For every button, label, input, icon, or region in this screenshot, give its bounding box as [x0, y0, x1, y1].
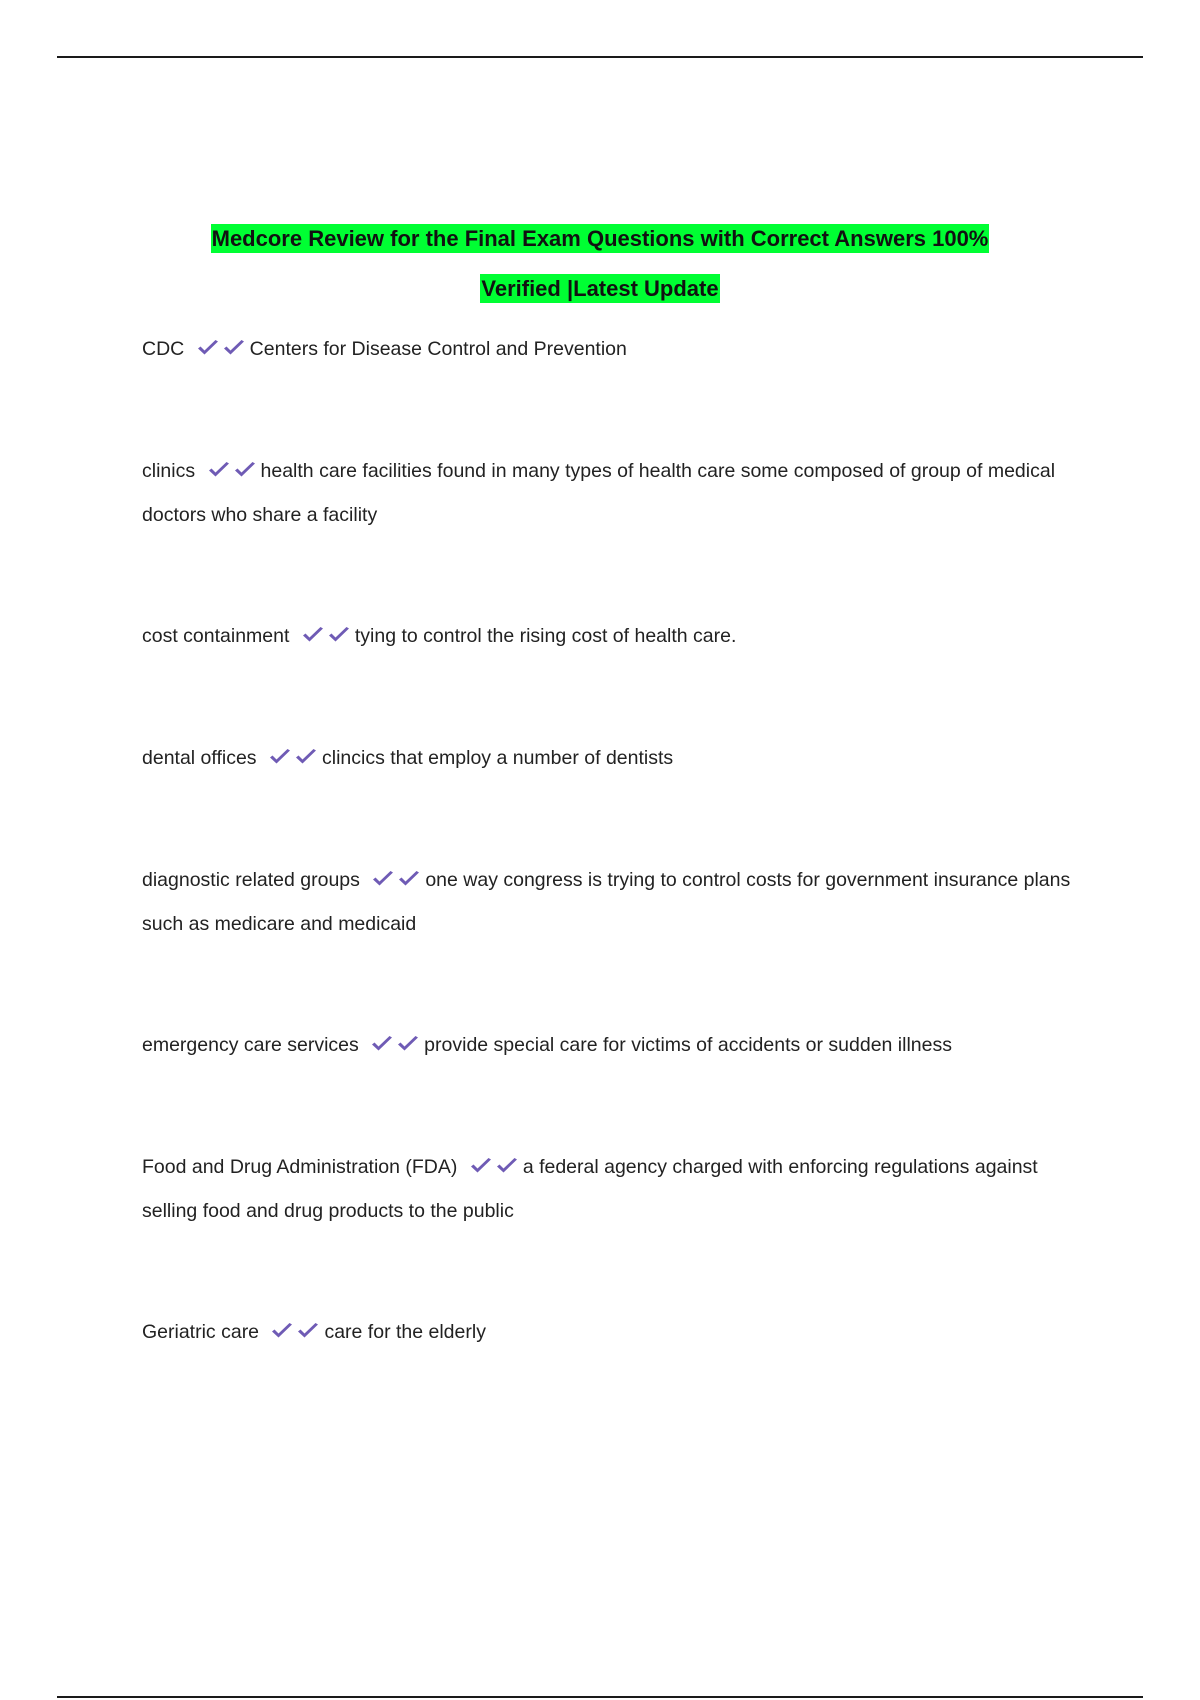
check-icon: [370, 1035, 394, 1053]
list-item: [142, 736, 1072, 780]
check-icon: [270, 1322, 294, 1340]
entry-term: dental offices: [142, 747, 257, 769]
check-icon: [396, 1035, 420, 1053]
list-item: [142, 858, 1072, 946]
answer-checks: [371, 869, 423, 891]
answer-checks: [207, 460, 259, 482]
header-rule: [57, 56, 1143, 58]
entry-definition: health care facilities found in many types of health care some composed of group of medical doctors who share a facility: [142, 460, 1056, 526]
check-icon: [294, 748, 318, 766]
entry-definition: a federal agency charged with enforcing regulations against selling food and drug products to the public: [142, 1156, 1038, 1222]
list-item: [142, 1145, 1072, 1233]
answer-checks: [268, 747, 320, 769]
check-icon: [495, 1157, 519, 1175]
check-icon: [233, 461, 257, 479]
list-item: [142, 1023, 1072, 1067]
list-item: [142, 1310, 1072, 1354]
entry-term: Food and Drug Administration (FDA): [142, 1156, 458, 1178]
entry-definition: Centers for Disease Control and Prevention: [249, 338, 627, 360]
answer-checks: [270, 1321, 322, 1343]
title-line-1: Medcore Review for the Final Exam Questions with Correct Answers 100%: [211, 226, 989, 251]
check-icon: [327, 626, 351, 644]
check-icon: [196, 339, 220, 357]
entry-definition: care for the elderly: [324, 1321, 486, 1343]
check-icon: [469, 1157, 493, 1175]
list-item: [142, 449, 1072, 537]
answer-checks: [301, 625, 353, 647]
entry-term: diagnostic related groups: [142, 869, 360, 891]
page-title: [0, 214, 1200, 314]
footer-rule: [57, 1696, 1143, 1698]
check-icon: [371, 870, 395, 888]
list-item: [142, 614, 1072, 658]
list-item: [142, 327, 1072, 371]
entry-term: clinics: [142, 460, 196, 482]
title-line-2: Verified |Latest Update: [481, 276, 719, 301]
entry-definition: clincics that employ a number of dentists: [321, 747, 674, 769]
check-icon: [222, 339, 246, 357]
check-icon: [268, 748, 292, 766]
check-icon: [207, 461, 231, 479]
entry-term: CDC: [142, 338, 185, 360]
check-icon: [296, 1322, 320, 1340]
check-icon: [397, 870, 421, 888]
entry-term: cost containment: [142, 625, 290, 647]
answer-checks: [196, 338, 248, 360]
answer-checks: [469, 1156, 521, 1178]
entry-term: emergency care services: [142, 1034, 359, 1056]
answer-checks: [370, 1034, 422, 1056]
entry-term: Geriatric care: [142, 1321, 260, 1343]
entry-definition: tying to control the rising cost of health care.: [354, 625, 737, 647]
check-icon: [301, 626, 325, 644]
entry-definition: one way congress is trying to control costs for government insurance plans such as medicare and medicaid: [142, 869, 1071, 935]
entry-definition: provide special care for victims of accidents or sudden illness: [424, 1034, 952, 1056]
